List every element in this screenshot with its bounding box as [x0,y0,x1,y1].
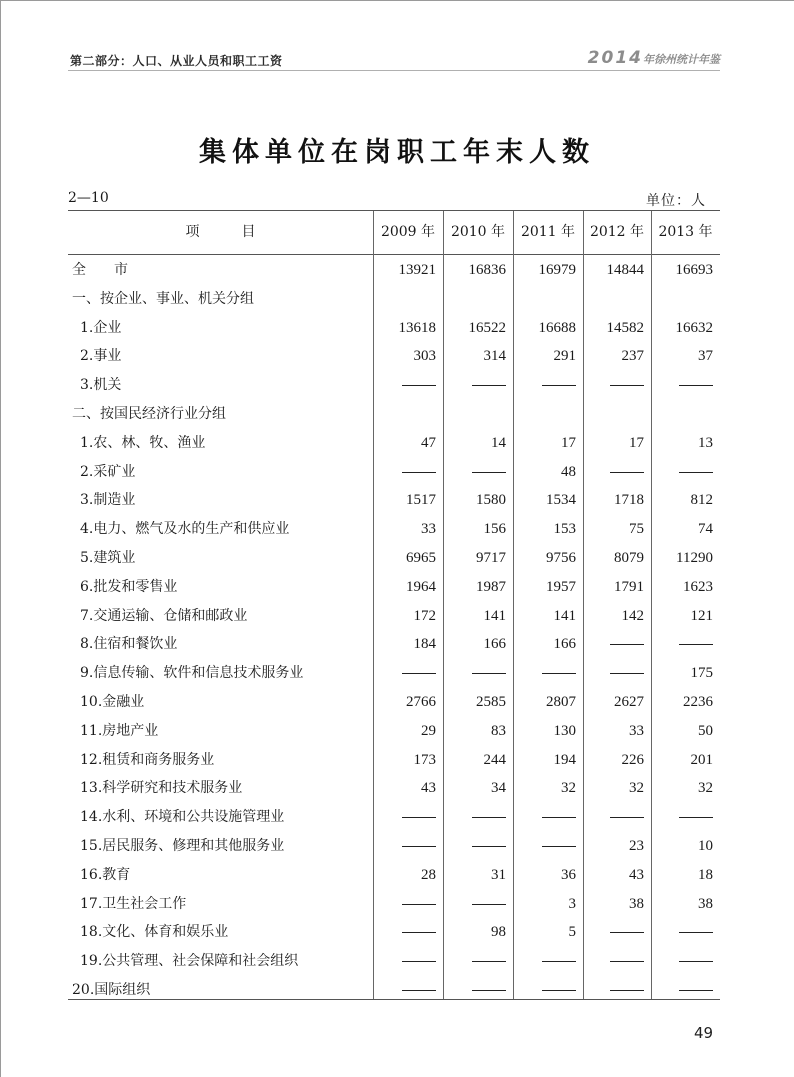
value-cell: 16522 [468,319,506,336]
value-cell: 1964 [406,578,436,595]
row-label: 11.房地产业 [80,722,159,739]
dash-mark [679,961,713,962]
value-cell: 166 [553,636,576,653]
value-cell: 74 [698,521,713,538]
value-cell: 2627 [614,694,644,710]
table-row [68,602,720,630]
value-cell: 23 [629,838,644,854]
page-title: 集体单位在岗职工年末人数 [199,137,595,168]
value-cell: 303 [413,348,436,365]
row-label: 2.采矿业 [80,463,136,480]
dash-mark [679,932,713,933]
empty-value-dash [583,947,644,975]
row-label: 2.事业 [80,348,122,365]
empty-value-dash [583,371,644,399]
value-cell: 166 [483,636,506,653]
year-column-header: 2009 年 [380,224,436,240]
value-cell: 38 [698,895,713,912]
value-cell: 156 [483,521,506,538]
empty-value-dash [373,918,436,946]
empty-value-dash [373,458,436,486]
dash-mark [402,817,436,818]
empty-value-dash [373,803,436,831]
dash-mark [402,472,436,473]
dash-mark [542,673,576,674]
value-cell: 13921 [398,262,436,278]
value-cell: 6965 [406,550,436,566]
row-label: 7.交通运输、仓储和邮政业 [80,607,248,624]
row-label: 9.信息传输、软件和信息技术服务业 [80,665,304,682]
value-cell: 33 [421,521,436,538]
empty-value-dash [373,659,436,687]
dash-mark [542,990,576,991]
table-row [68,285,720,313]
row-label: 4.电力、燃气及水的生产和供应业 [80,521,290,538]
table-row [68,746,720,774]
dash-mark [679,817,713,818]
dash-mark [542,961,576,962]
value-cell: 237 [621,348,644,365]
empty-value-dash [373,890,436,918]
value-cell: 142 [621,607,644,624]
value-cell: 5 [568,924,576,941]
dash-mark [610,990,644,991]
value-cell: 226 [621,751,644,768]
value-cell: 153 [553,521,576,538]
empty-value-dash [443,976,506,1004]
table-number: 2—10 [68,190,109,206]
value-cell: 1623 [683,578,713,595]
empty-value-dash [583,630,644,658]
value-cell: 47 [421,434,436,451]
value-cell: 121 [690,607,713,624]
table-row [68,717,720,745]
dash-mark [679,385,713,386]
value-cell: 9756 [546,550,576,566]
value-cell: 14582 [606,319,644,336]
value-cell: 291 [553,348,576,365]
empty-value-dash [443,659,506,687]
item-column-header: 项 目 [185,224,256,240]
value-cell: 34 [491,780,506,797]
value-cell: 17 [629,434,644,451]
dash-mark [402,932,436,933]
table-row [68,314,720,342]
value-cell: 43 [421,780,436,797]
empty-value-dash [651,458,713,486]
empty-value-dash [583,803,644,831]
table-row [68,774,720,802]
row-label: 19.公共管理、社会保障和社会组织 [80,953,299,970]
dash-mark [472,961,506,962]
value-cell: 98 [491,924,506,941]
table-row [68,400,720,428]
dash-mark [679,472,713,473]
empty-value-dash [651,918,713,946]
yearbook-logo [588,48,720,68]
empty-value-dash [583,918,644,946]
empty-value-dash [583,659,644,687]
value-cell: 75 [629,521,644,538]
value-cell: 13 [698,434,713,451]
value-cell: 38 [629,895,644,912]
dash-mark [679,644,713,645]
dash-mark [542,817,576,818]
table-row [68,573,720,601]
year-column-header: 2011 年 [520,224,576,240]
year-column-header: 2010 年 [450,224,506,240]
dash-mark [402,904,436,905]
yearbook-name: 年徐州统计年鉴 [643,53,720,66]
section-title: 第二部分：人口、从业人员和职工工资 [70,54,283,68]
row-label: 1.企业 [80,319,122,336]
empty-value-dash [443,458,506,486]
empty-value-dash [513,371,576,399]
value-cell: 184 [413,636,436,653]
value-cell: 48 [561,463,576,480]
value-cell: 3 [568,895,576,912]
value-cell: 194 [553,751,576,768]
table-row [68,659,720,687]
value-cell: 1791 [614,578,644,595]
row-label: 二、按国民经济行业分组 [72,406,226,422]
table-row [68,803,720,831]
year-column-header: 2013 年 [658,224,713,240]
table-row [68,256,720,284]
empty-value-dash [373,976,436,1004]
dash-mark [610,961,644,962]
value-cell: 8079 [614,550,644,566]
value-cell: 43 [629,866,644,883]
value-cell: 32 [561,780,576,797]
dash-mark [679,990,713,991]
row-label: 12.租赁和商务服务业 [80,751,215,768]
empty-value-dash [513,803,576,831]
value-cell: 28 [421,866,436,883]
row-label: 16.教育 [80,866,131,883]
empty-value-dash [651,371,713,399]
value-cell: 2585 [476,694,506,710]
table-row [68,861,720,889]
value-cell: 314 [483,348,506,365]
value-cell: 14844 [606,262,644,278]
value-cell: 36 [561,866,576,883]
dash-mark [402,961,436,962]
value-cell: 14 [491,434,506,451]
dash-mark [472,673,506,674]
row-label: 全 市 [72,262,128,278]
empty-value-dash [513,947,576,975]
table-row [68,515,720,543]
empty-value-dash [373,832,436,860]
year-column-header: 2012 年 [589,224,645,240]
value-cell: 29 [421,722,436,739]
value-cell: 244 [483,751,506,768]
value-cell: 1957 [546,578,576,595]
value-cell: 130 [553,722,576,739]
value-cell: 32 [629,780,644,797]
empty-value-dash [651,947,713,975]
table-row [68,890,720,918]
empty-value-dash [443,947,506,975]
value-cell: 16693 [675,262,713,278]
empty-value-dash [513,659,576,687]
row-label: 13.科学研究和技术服务业 [80,780,243,797]
value-cell: 13618 [398,319,436,336]
table-row [68,918,720,946]
value-cell: 141 [553,607,576,624]
table-row [68,976,720,1004]
value-cell: 37 [698,348,713,365]
value-cell: 1987 [476,578,506,595]
yearbook-year: 2014 [587,48,643,68]
empty-value-dash [443,803,506,831]
dash-mark [472,990,506,991]
row-label: 5.建筑业 [80,550,136,566]
row-label: 15.居民服务、修理和其他服务业 [80,838,285,854]
value-cell: 16836 [468,262,506,278]
value-cell: 2766 [406,694,436,710]
value-cell: 16632 [675,319,713,336]
value-cell: 2807 [546,694,576,710]
empty-value-dash [583,976,644,1004]
dash-mark [402,673,436,674]
unit-label: 单位：人 [646,193,706,209]
value-cell: 11290 [676,550,713,566]
value-cell: 16688 [538,319,576,336]
empty-value-dash [651,976,713,1004]
dash-mark [610,385,644,386]
value-cell: 32 [698,780,713,797]
dash-mark [610,673,644,674]
row-label: 一、按企业、事业、机关分组 [72,290,254,307]
dash-mark [610,817,644,818]
value-cell: 1580 [476,492,506,509]
row-label: 8.住宿和餐饮业 [80,636,178,653]
row-label: 1.农、林、牧、渔业 [80,434,206,451]
empty-value-dash [651,630,713,658]
row-label: 17.卫生社会工作 [80,895,187,912]
table-row [68,832,720,860]
dash-mark [402,385,436,386]
value-cell: 141 [483,607,506,624]
value-cell: 9717 [476,550,506,566]
header-divider [68,254,720,255]
table-row [68,688,720,716]
data-table [68,210,720,1000]
empty-value-dash [373,947,436,975]
value-cell: 1534 [546,492,576,509]
value-cell: 83 [491,722,506,739]
row-label: 20.国际组织 [72,982,151,998]
empty-value-dash [373,371,436,399]
dash-mark [472,817,506,818]
dash-mark [610,932,644,933]
dash-mark [472,846,506,847]
table-row [68,947,720,975]
page-frame-top-border [0,0,794,1]
dash-mark [542,846,576,847]
row-label: 3.制造业 [80,492,136,509]
value-cell: 2236 [683,694,713,710]
value-cell: 172 [413,607,436,624]
table-row [68,458,720,486]
page-number: 49 [694,1024,714,1042]
table-row [68,429,720,457]
value-cell: 812 [690,492,713,509]
empty-value-dash [443,890,506,918]
table-row [68,630,720,658]
value-cell: 201 [690,751,713,768]
dash-mark [402,990,436,991]
value-cell: 50 [698,722,713,739]
row-label: 10.金融业 [80,694,145,710]
empty-value-dash [513,832,576,860]
value-cell: 17 [561,434,576,451]
table-row [68,544,720,572]
dash-mark [472,472,506,473]
empty-value-dash [583,458,644,486]
value-cell: 173 [413,751,436,768]
value-cell: 175 [690,665,713,682]
value-cell: 31 [491,866,506,883]
empty-value-dash [651,803,713,831]
empty-value-dash [443,371,506,399]
dash-mark [610,644,644,645]
dash-mark [472,904,506,905]
running-header [68,48,720,71]
row-label: 18.文化、体育和娱乐业 [80,924,229,941]
dash-mark [610,472,644,473]
value-cell: 33 [629,722,644,739]
value-cell: 1718 [614,492,644,509]
value-cell: 1517 [406,492,436,509]
empty-value-dash [443,832,506,860]
dash-mark [402,846,436,847]
value-cell: 10 [698,838,713,854]
value-cell: 16979 [538,262,576,278]
row-label: 14.水利、环境和公共设施管理业 [80,809,285,826]
empty-value-dash [513,976,576,1004]
table-row [68,486,720,514]
row-label: 3.机关 [80,377,122,394]
table-row [68,342,720,370]
table-row [68,371,720,399]
value-cell: 18 [698,866,713,883]
row-label: 6.批发和零售业 [80,578,178,595]
dash-mark [472,385,506,386]
dash-mark [542,385,576,386]
